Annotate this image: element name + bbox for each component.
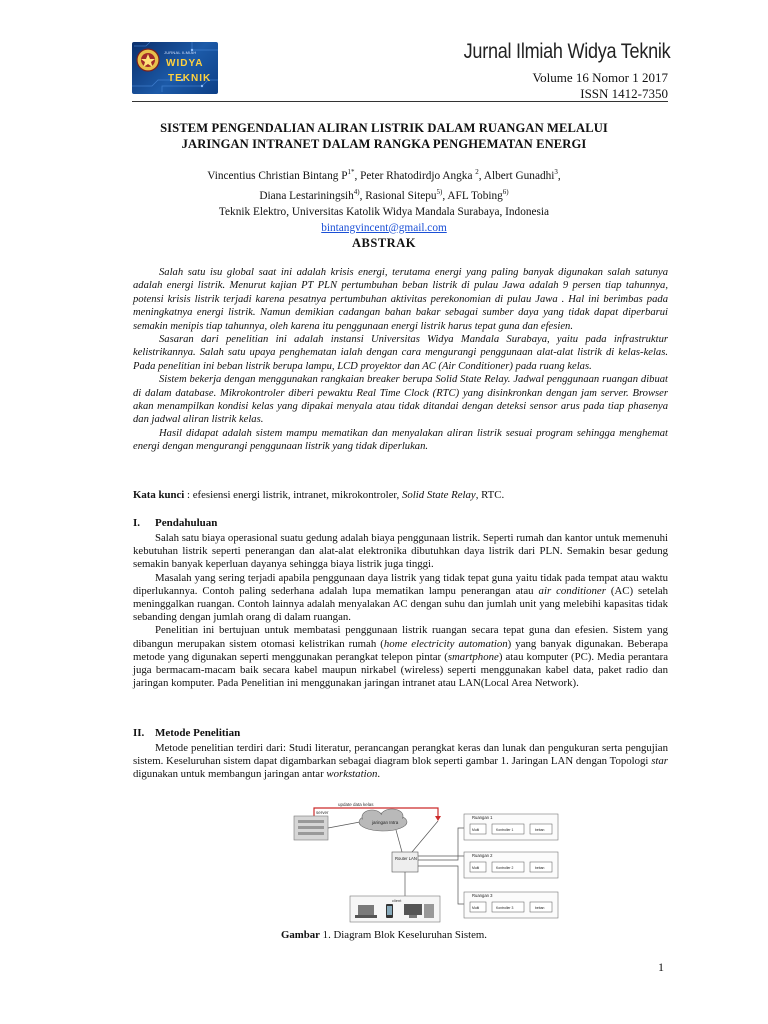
room-label: Ruangan 1 [472, 815, 493, 820]
abstract-paragraph: Salah satu isu global saat ini adalah krisis energi, terutama energi yang paling banyak digunakan salah satunya adalah energi listrik. Menurut kajian PT PLN pertumbuhan beban listrik di pulau Jawa adalah 9 persen tiap tahunnya, potensi krisis listrik terjadi karena pesatnya pertumbuhan aktivitas perekonomian di pulau Jawa . Hal ini berimbas pada meningkatnya energi listrik. Namun demikian cadangan bahan bakar sebagai sumber daya yang tidak dapat diperbarui semakin menipis tiap tahunnya, oleh karena itu penggunaan energi listrik harus tepat guna dan efesien. [133, 267, 668, 332]
logo-word-2: TEKNIK [168, 73, 212, 84]
page-number: 1 [658, 960, 664, 974]
journal-issn: ISSN 1412-7350 [580, 86, 668, 101]
abstract-paragraph: Sasaran dari penelitian ini adalah instansi Universitas Widya Mandala Surabaya, yaitu pada infrastruktur kelistrikannya. Salah satu upaya penghematan ialah dengan cara mengurangi penggunaan alat-alat listrik di kelas-kelas. Pada penelitian ini beban listrik berupa lampu, LCD proyektor dan AC (Air Conditioner) pada ruang kelas. [133, 334, 668, 372]
link-line [328, 822, 360, 828]
author-mark: 5) [436, 187, 443, 196]
update-arrowhead-icon [435, 816, 441, 821]
keywords [133, 489, 668, 502]
caption-label: Gambar [280, 929, 320, 941]
author-mark: 6) [502, 187, 509, 196]
body-paragraph [133, 624, 668, 690]
section-title: Pendahuluan [155, 517, 218, 529]
abstract-heading: ABSTRAK [352, 236, 416, 250]
laptop-icon [355, 905, 377, 918]
author-mark: 3 [554, 168, 558, 176]
text-run: digunakan untuk membangun jaringan antar [133, 768, 327, 781]
text-run: ) yang banyak digunakan. Beberapa metode yang digunakan seperti menggunakan perangkat telepon pintar ( [133, 637, 668, 663]
update-label: update data kelas [338, 802, 374, 807]
author-line-2 [100, 184, 668, 204]
university-emblem-icon [136, 48, 160, 72]
author-name: Diana Lestariningsih [259, 189, 354, 202]
link-line [418, 828, 464, 860]
journal-volume: Volume 16 Nomor 1 2017 [532, 70, 668, 85]
section-number: II. [133, 727, 145, 739]
keywords-label: Kata kunci [133, 489, 185, 501]
paper-title [100, 120, 668, 152]
text-run: . [377, 768, 381, 781]
abstract-body [133, 266, 668, 454]
text-run-italic: air conditioner [538, 584, 606, 597]
author-line-1 [100, 164, 668, 184]
text-run: (AC) setelah meninggalkan ruangan. Contoh lainnya adalah menyalakan AC dengan suhu dan jumlah unit yang melebihi kapasitas tidak sebanding dengan jumlah orang di dalam ruangan. [133, 584, 669, 624]
server-label: server [316, 810, 329, 815]
room-box-label: Kontroller 1 [496, 828, 514, 832]
link-line [412, 821, 438, 852]
author-mark: 2 [475, 168, 479, 176]
phone-icon [386, 904, 393, 918]
abstract-paragraph: Sistem bekerja dengan menggunakan rangkaian breaker berupa Solid State Relay. Jadwal penggunaan ruangan dibuat di dalam database. Mikrokontroler diberi pewaktu Real Time Clock (RTC) yang disinkronkan dengan jam server. Browser akan menampilkan kondisi kelas yang dipakai menyala atau tidak ditandai dengan deteksi sensor arus pada tiap phasenya dan jadwal aliran listrik kelas. [133, 374, 668, 426]
logo-small-text: JURNAL ILMIAH [164, 50, 197, 55]
section-heading-method [133, 727, 240, 739]
text-run-italic: workstation [326, 768, 378, 781]
router-box [392, 852, 418, 872]
room-box-label: Kontroller 2 [496, 866, 514, 870]
link-line [396, 830, 402, 852]
author-name: , AFL Tobing [442, 189, 503, 202]
author-name: , Albert Gunadhi [478, 169, 555, 182]
journal-logo [132, 42, 218, 94]
room-label: Ruangan 2 [472, 853, 493, 858]
author-email-link[interactable]: bintangvincent@gmail.com [321, 221, 447, 234]
text-run-italic: star [651, 755, 668, 768]
journal-title: Jurnal Ilmiah Widya Teknik [463, 40, 670, 63]
author-name: Vincentius Christian Bintang P [207, 169, 348, 182]
section-number: I. [133, 517, 141, 529]
room-box-label: Multi [472, 828, 480, 832]
room-box-label: beban [535, 828, 545, 832]
room-box-label: Kontroller 3 [496, 906, 514, 910]
keywords-italic: Solid State Relay [401, 489, 476, 501]
text-run: Masalah yang sering terjadi apabila penggunaan daya listrik yang tidak tepat guna yaitu tidak pada tempat atau waktu diperlukannya. Contoh paling sederhana adalah lupa mematikan lampu penerangan atau [133, 571, 668, 597]
network-label: jaringan Intra [372, 820, 399, 825]
server-icon [294, 816, 328, 840]
room-box-label: Multi [472, 906, 480, 910]
keywords-text: , RTC. [475, 489, 505, 501]
author-block [100, 164, 668, 236]
abstract-paragraph: Hasil didapat adalah sistem mampu mematikan dan menyalakan aliran listrik sesuai program sehingga menghemat energi dengan mengurangi penggunaan listrik yang tidak diperlukan. [133, 427, 668, 453]
text-run: Metode penelitian terdiri dari: Studi literatur, perancangan perangkat keras dan lunak dan pengukuran serta pengujian sistem. Keseluruhan sistem dapat digambarkan sebagai diagram blok seperti gambar 1. Jaringan LAN dengan Topologi [133, 742, 668, 768]
block-diagram-figure [288, 800, 560, 924]
affiliation: Teknik Elektro, Universitas Katolik Widya Mandala Surabaya, Indonesia [218, 205, 550, 218]
text-run-italic: home electricity automation [383, 637, 508, 650]
client-label: client [392, 898, 402, 903]
section-title: Metode Penelitian [155, 727, 241, 739]
body-paragraph [133, 742, 668, 782]
method-body [133, 742, 668, 782]
room-box-label: beban [535, 906, 545, 910]
text-run: ) atau komputer (PC). Media perantara juga bermacam-macam baik secara kabel maupun nirkabel (wireless) seperti menggunakan kabel data, paket radio dan jaringan komputer. Pada Penelitian ini menggunakan jaringan intranet atau LAN(Local Area Network). [133, 650, 668, 690]
body-paragraph: Salah satu biaya operasional suatu gedung adalah biaya penggunaan listrik. Seperti rumah dan kantor untuk memenuhi kebutuhan listrik seperti penerangan dan alat-alat elektronika dibutuhkan daya listrik dari PLN. Semakin besar gedung semakin banyak keperluan dayanya sehingga biaya listrik juga tinggi. [133, 532, 668, 571]
title-line-2: JARINGAN INTRANET DALAM RANGKA PENGHEMATAN ENERGI [181, 137, 587, 151]
body-paragraph [133, 572, 668, 625]
keywords-text: : efesiensi energi listrik, intranet, mikrokontroler, [184, 489, 402, 501]
author-name: , Peter Rhatodirdjo Angka [354, 169, 476, 182]
room-1 [464, 814, 558, 840]
section-heading-introduction [133, 517, 217, 529]
logo-word-1: WIDYA [166, 58, 204, 69]
router-label: Router LAN [395, 856, 417, 861]
introduction-body [133, 532, 668, 690]
author-separator: , [557, 169, 561, 182]
title-line-1: SISTEM PENGENDALIAN ALIRAN LISTRIK DALAM RUANGAN MELALUI [160, 121, 608, 135]
room-2 [464, 852, 558, 878]
author-mark: 4) [353, 187, 360, 196]
room-3 [464, 892, 558, 918]
header-divider [132, 101, 668, 102]
figure-caption [100, 929, 668, 941]
text-run: Penelitian ini bertujuan untuk membatasi penggunaan listrik ruangan secara tepat guna dan efesien. Sistem yang dibangun merupakan sistem otomasi kelistrikan rumah ( [133, 624, 668, 650]
text-run-italic: smartphone [447, 650, 499, 663]
room-box-label: Multi [472, 866, 480, 870]
room-label: Ruangan 3 [472, 893, 493, 898]
room-box-label: beban [535, 866, 545, 870]
author-name: , Rasional Sitepu [359, 189, 437, 202]
caption-text: 1. Diagram Blok Keseluruhan Sistem. [319, 929, 488, 941]
author-mark: 1* [347, 168, 355, 176]
